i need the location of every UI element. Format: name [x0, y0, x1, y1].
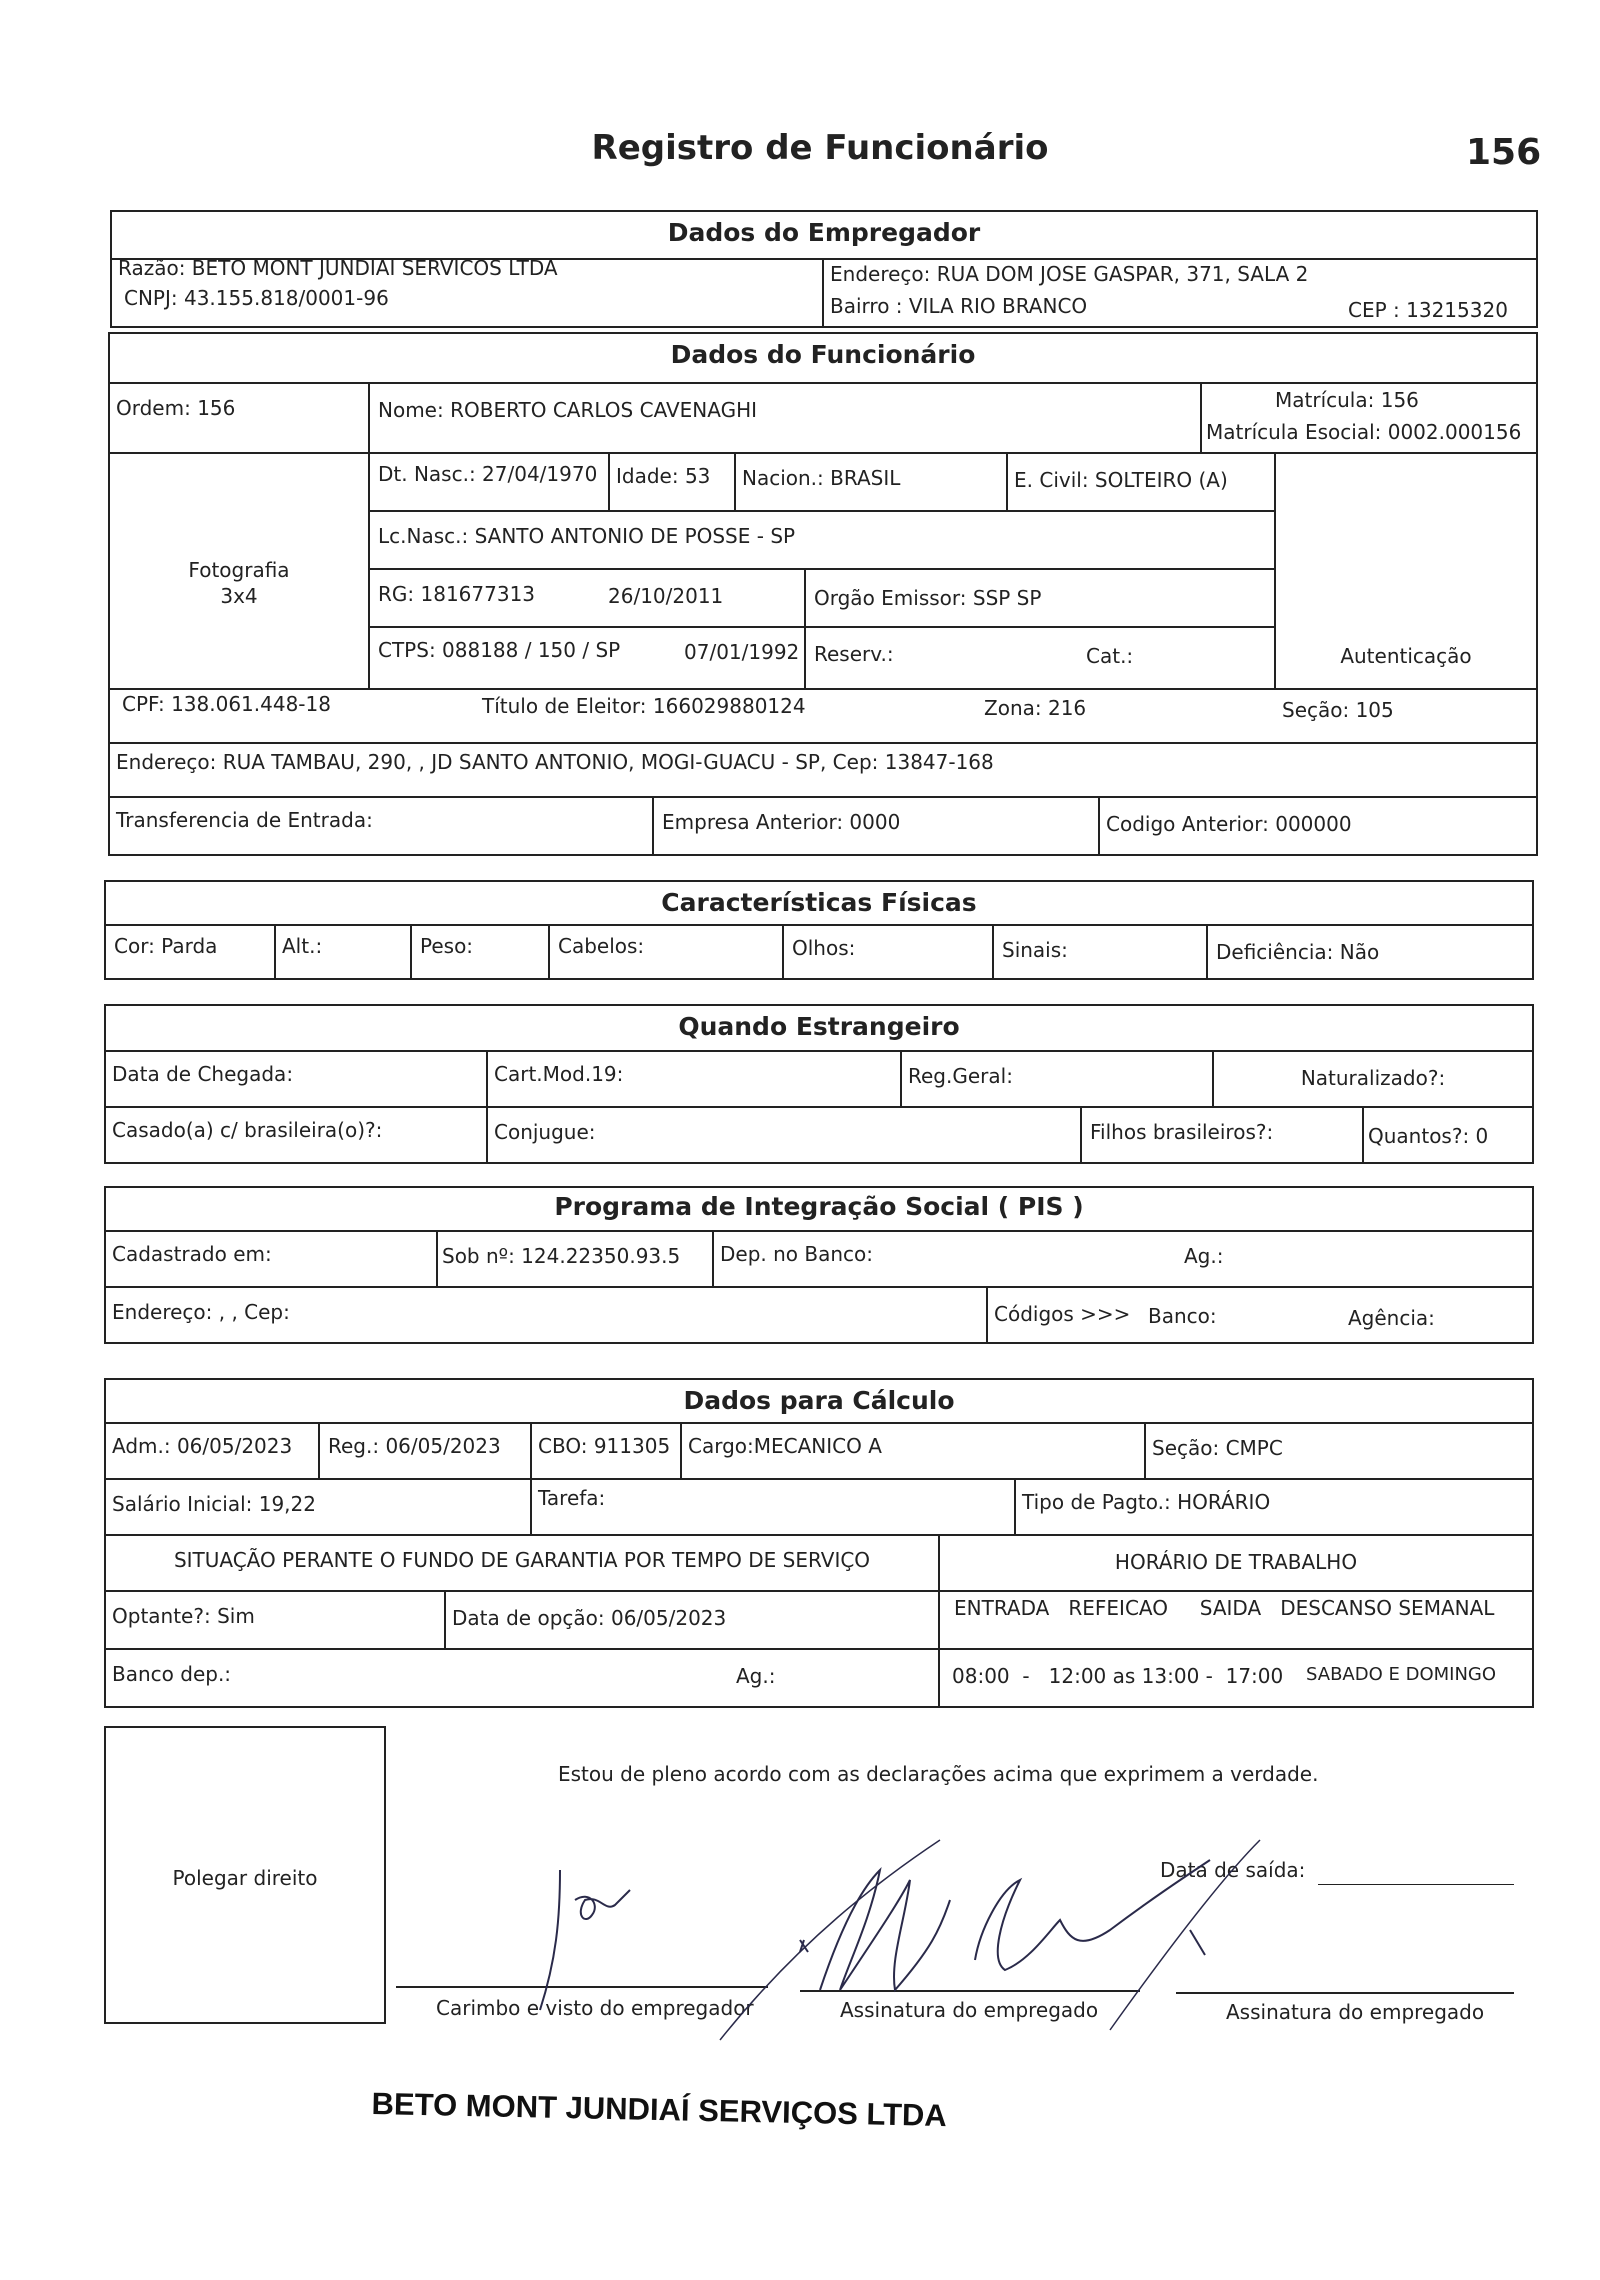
employee-zona: Zona: 216: [984, 696, 1087, 720]
employer-stamp-label: Carimbo e visto do empregador: [436, 1996, 754, 2020]
employee-nacionalidade: Nacion.: BRASIL: [742, 466, 901, 490]
calc-tarefa: Tarefa:: [538, 1486, 606, 1510]
photo-size-label: 3x4: [220, 584, 258, 608]
employee-titulo-eleitor: Título de Eleitor: 166029880124: [482, 694, 806, 718]
employee-reserv: Reserv.:: [814, 642, 894, 666]
calc-section-title: Dados para Cálculo: [683, 1386, 955, 1415]
physical-sinais: Sinais:: [1002, 938, 1068, 962]
foreigner-section-title: Quando Estrangeiro: [678, 1012, 960, 1041]
pis-ag: Ag.:: [1184, 1244, 1224, 1268]
calc-cbo: CBO: 911305: [538, 1434, 671, 1458]
employee-empresa-anterior: Empresa Anterior: 0000: [662, 810, 901, 834]
pis-endereco: Endereço: , , Cep:: [112, 1300, 290, 1324]
pis-sob-numero: Sob nº: 124.22350.93.5: [442, 1244, 681, 1268]
descanso-semanal: SABADO E DOMINGO: [1306, 1664, 1497, 1685]
declaration-text: Estou de pleno acordo com as declarações acima que exprimem a verdade.: [558, 1762, 1319, 1786]
foreigner-naturalizado: Naturalizado?:: [1300, 1066, 1446, 1090]
employee-estado-civil: E. Civil: SOLTEIRO (A): [1014, 468, 1228, 492]
horario-header: HORÁRIO DE TRABALHO: [1114, 1550, 1358, 1574]
employee-rg: RG: 181677313: [378, 582, 536, 606]
pis-agencia: Agência:: [1348, 1306, 1435, 1330]
employee-ordem: Ordem: 156: [116, 396, 236, 420]
physical-olhos: Olhos:: [792, 936, 856, 960]
employee-transferencia: Transferencia de Entrada:: [116, 808, 373, 832]
employee-orgao-emissor: Orgão Emissor: SSP SP: [814, 586, 1042, 610]
employee-cat: Cat.:: [1086, 644, 1134, 668]
employee-signature-label-2: Assinatura do empregado: [1226, 2000, 1485, 2024]
exit-date-label: Data de saída:: [1160, 1858, 1306, 1882]
foreigner-reg-geral: Reg.Geral:: [908, 1064, 1013, 1088]
employer-cep: CEP : 13215320: [1348, 298, 1508, 322]
fgts-header: SITUAÇÃO PERANTE O FUNDO DE GARANTIA POR TEMPO DE SERVIÇO: [173, 1548, 871, 1572]
calc-cargo: Cargo:MECANICO A: [688, 1434, 882, 1458]
employee-nome: Nome: ROBERTO CARLOS CAVENAGHI: [378, 398, 758, 422]
employer-razao: Razão: BETO MONT JUNDIAI SERVICOS LTDA: [118, 256, 558, 280]
page-title: Registro de Funcionário: [591, 128, 1049, 168]
employee-matricula: Matrícula: 156: [1275, 388, 1419, 412]
foreigner-quantos: Quantos?: 0: [1368, 1124, 1489, 1148]
employee-section-title: Dados do Funcionário: [670, 340, 976, 369]
foreigner-cart-mod19: Cart.Mod.19:: [494, 1062, 624, 1086]
foreigner-data-chegada: Data de Chegada:: [112, 1062, 294, 1086]
authentication-label: Autenticação: [1340, 644, 1472, 668]
physical-cabelos: Cabelos:: [558, 934, 645, 958]
physical-cor: Cor: Parda: [114, 934, 218, 958]
employer-endereco: Endereço: RUA DOM JOSE GASPAR, 371, SALA 2: [830, 262, 1309, 286]
employer-bairro: Bairro : VILA RIO BRANCO: [830, 294, 1088, 318]
employee-cpf: CPF: 138.061.448-18: [122, 692, 331, 716]
pis-banco: Banco:: [1148, 1304, 1217, 1328]
employee-rg-data: 26/10/2011: [608, 584, 724, 608]
pis-cadastrado-em: Cadastrado em:: [112, 1242, 272, 1266]
physical-section-title: Características Físicas: [661, 888, 977, 917]
thumbprint-label: Polegar direito: [172, 1866, 318, 1890]
foreigner-casado-brasileira: Casado(a) c/ brasileira(o)?:: [112, 1118, 383, 1142]
calc-data-opcao: Data de opção: 06/05/2023: [452, 1606, 727, 1630]
calc-secao: Seção: CMPC: [1152, 1436, 1283, 1460]
company-stamp: BETO MONT JUNDIAÍ SERVIÇOS LTDA: [371, 2086, 948, 2134]
employer-section-title: Dados do Empregador: [667, 218, 981, 247]
employee-signature-label-1: Assinatura do empregado: [840, 1998, 1099, 2022]
horario-valores: 08:00 - 12:00 as 13:00 - 17:00: [952, 1664, 1284, 1688]
calc-ag: Ag.:: [736, 1664, 776, 1688]
physical-altura: Alt.:: [282, 934, 323, 958]
employee-idade: Idade: 53: [616, 464, 711, 488]
calc-salario: Salário Inicial: 19,22: [112, 1492, 316, 1516]
employee-endereco: Endereço: RUA TAMBAU, 290, , JD SANTO ANTONIO, MOGI-GUACU - SP, Cep: 13847-168: [116, 750, 994, 774]
horario-columns: ENTRADA REFEICAO SAIDA DESCANSO SEMANAL: [954, 1596, 1495, 1620]
pis-dep-banco: Dep. no Banco:: [720, 1242, 874, 1266]
pis-codigos: Códigos >>>: [994, 1302, 1131, 1326]
employee-ctps-data: 07/01/1992: [684, 640, 800, 664]
employee-codigo-anterior: Codigo Anterior: 000000: [1106, 812, 1352, 836]
employee-matricula-esocial: Matrícula Esocial: 0002.000156: [1206, 420, 1522, 444]
employee-dt-nasc: Dt. Nasc.: 27/04/1970: [378, 462, 598, 486]
physical-peso: Peso:: [420, 934, 474, 958]
foreigner-conjugue: Conjugue:: [494, 1120, 596, 1144]
employee-local-nasc: Lc.Nasc.: SANTO ANTONIO DE POSSE - SP: [378, 524, 796, 548]
physical-deficiencia: Deficiência: Não: [1216, 940, 1380, 964]
employee-secao: Seção: 105: [1282, 698, 1394, 722]
page-number: 156: [1466, 132, 1542, 173]
photo-label: Fotografia: [188, 558, 290, 582]
employee-ctps: CTPS: 088188 / 150 / SP: [378, 638, 621, 662]
calc-banco-dep: Banco dep.:: [112, 1662, 232, 1686]
pis-section-title: Programa de Integração Social ( PIS ): [554, 1192, 1084, 1221]
calc-reg: Reg.: 06/05/2023: [328, 1434, 501, 1458]
employer-cnpj: CNPJ: 43.155.818/0001-96: [124, 286, 389, 310]
calc-adm: Adm.: 06/05/2023: [112, 1434, 293, 1458]
calc-tipo-pagto: Tipo de Pagto.: HORÁRIO: [1022, 1490, 1271, 1514]
calc-optante: Optante?: Sim: [112, 1604, 255, 1628]
foreigner-filhos-brasileiros: Filhos brasileiros?:: [1090, 1120, 1274, 1144]
